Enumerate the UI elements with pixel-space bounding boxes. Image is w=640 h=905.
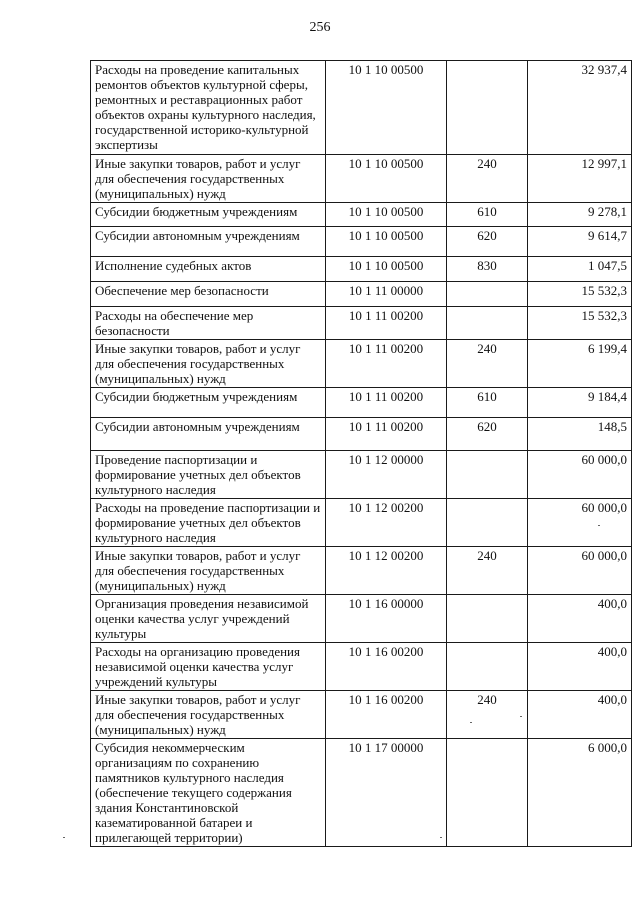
- row-code-cell: 10 1 11 00200: [326, 418, 447, 451]
- row-amount-cell: 400,0: [528, 595, 632, 643]
- row-code-cell: 10 1 11 00200: [326, 340, 447, 388]
- table-row: [91, 547, 632, 595]
- row-amount-cell: 400,0: [528, 691, 632, 739]
- row-name-cell: Исполнение судебных актов: [91, 257, 326, 282]
- row-name-cell: Расходы на организацию проведения независимой оценки качества услуг учреждений культуры: [91, 643, 326, 691]
- row-amount-cell: 400,0: [528, 643, 632, 691]
- row-code-cell: 10 1 10 00500: [326, 203, 447, 227]
- row-name-cell: Расходы на проведение паспортизации и формирование учетных дел объектов культурного наследия: [91, 499, 326, 547]
- row-amount-cell: 60 000,0: [528, 451, 632, 499]
- row-amount-cell: 32 937,4: [528, 61, 632, 155]
- table-row: [91, 61, 632, 155]
- row-code-cell: 10 1 12 00200: [326, 499, 447, 547]
- budget-table: [90, 60, 632, 847]
- row-amount-cell: 9 184,4: [528, 388, 632, 418]
- row-name-cell: Проведение паспортизации и формирование учетных дел объектов культурного наследия: [91, 451, 326, 499]
- table-row: [91, 643, 632, 691]
- row-type-cell: 610: [447, 388, 528, 418]
- budget-table-body: [91, 61, 632, 847]
- row-code-cell: 10 1 16 00200: [326, 691, 447, 739]
- row-type-cell: 620: [447, 227, 528, 257]
- row-name-cell: Иные закупки товаров, работ и услуг для обеспечения государственных (муниципальных) нужд: [91, 155, 326, 203]
- row-code-cell: 10 1 16 00200: [326, 643, 447, 691]
- row-name-cell: Организация проведения независимой оценки качества услуг учреждений культуры: [91, 595, 326, 643]
- row-type-cell: 830: [447, 257, 528, 282]
- row-amount-cell: 9 614,7: [528, 227, 632, 257]
- row-code-cell: 10 1 12 00000: [326, 451, 447, 499]
- row-amount-cell: 12 997,1: [528, 155, 632, 203]
- row-amount-cell: 60 000,0: [528, 499, 632, 547]
- table-row: [91, 418, 632, 451]
- row-type-cell: 240: [447, 691, 528, 739]
- row-type-cell: [447, 739, 528, 847]
- row-type-cell: 240: [447, 155, 528, 203]
- row-amount-cell: 9 278,1: [528, 203, 632, 227]
- table-row: [91, 340, 632, 388]
- row-type-cell: [447, 499, 528, 547]
- table-row: [91, 282, 632, 307]
- row-code-cell: 10 1 16 00000: [326, 595, 447, 643]
- table-row: [91, 307, 632, 340]
- row-code-cell: 10 1 11 00200: [326, 388, 447, 418]
- table-row: [91, 499, 632, 547]
- scan-speck: [440, 837, 442, 838]
- row-name-cell: Расходы на проведение капитальных ремонтов объектов культурной сферы, ремонтных и реставрационных работ объектов охраны культурного наследия, государственной историко-культурной экспертизы: [91, 61, 326, 155]
- table-row: [91, 595, 632, 643]
- page-number: 256: [309, 20, 331, 35]
- row-type-cell: [447, 643, 528, 691]
- row-code-cell: 10 1 17 00000: [326, 739, 447, 847]
- table-row: [91, 203, 632, 227]
- row-name-cell: Расходы на обеспечение мер безопасности: [91, 307, 326, 340]
- row-code-cell: 10 1 10 00500: [326, 257, 447, 282]
- row-code-cell: 10 1 10 00500: [326, 61, 447, 155]
- row-code-cell: 10 1 11 00000: [326, 282, 447, 307]
- scan-speck: [470, 722, 472, 723]
- table-row: [91, 451, 632, 499]
- table-row: [91, 155, 632, 203]
- row-name-cell: Субсидии бюджетным учреждениям: [91, 203, 326, 227]
- row-amount-cell: 6 000,0: [528, 739, 632, 847]
- row-type-cell: 240: [447, 340, 528, 388]
- row-code-cell: 10 1 10 00500: [326, 155, 447, 203]
- scan-speck: [63, 837, 65, 838]
- row-name-cell: Иные закупки товаров, работ и услуг для обеспечения государственных (муниципальных) нужд: [91, 691, 326, 739]
- row-type-cell: [447, 595, 528, 643]
- row-amount-cell: 15 532,3: [528, 282, 632, 307]
- row-type-cell: 610: [447, 203, 528, 227]
- scan-speck: [520, 716, 522, 717]
- row-amount-cell: 15 532,3: [528, 307, 632, 340]
- row-name-cell: Субсидия некоммерческим организациям по сохранению памятников культурного наследия (обеспечение текущего содержания здания Константиновской казематированной батареи и прилегающей территории): [91, 739, 326, 847]
- row-type-cell: [447, 61, 528, 155]
- row-name-cell: Обеспечение мер безопасности: [91, 282, 326, 307]
- row-amount-cell: 1 047,5: [528, 257, 632, 282]
- row-name-cell: Субсидии бюджетным учреждениям: [91, 388, 326, 418]
- table-row: [91, 227, 632, 257]
- row-type-cell: [447, 282, 528, 307]
- row-code-cell: 10 1 10 00500: [326, 227, 447, 257]
- row-name-cell: Иные закупки товаров, работ и услуг для обеспечения государственных (муниципальных) нужд: [91, 340, 326, 388]
- row-name-cell: Иные закупки товаров, работ и услуг для обеспечения государственных (муниципальных) нужд: [91, 547, 326, 595]
- row-type-cell: [447, 451, 528, 499]
- scan-speck: [598, 525, 600, 526]
- row-amount-cell: 148,5: [528, 418, 632, 451]
- table-row: [91, 691, 632, 739]
- table-row: [91, 257, 632, 282]
- row-name-cell: Субсидии автономным учреждениям: [91, 227, 326, 257]
- row-type-cell: 240: [447, 547, 528, 595]
- row-code-cell: 10 1 12 00200: [326, 547, 447, 595]
- row-type-cell: [447, 307, 528, 340]
- row-amount-cell: 60 000,0: [528, 547, 632, 595]
- table-row: [91, 388, 632, 418]
- row-type-cell: 620: [447, 418, 528, 451]
- row-code-cell: 10 1 11 00200: [326, 307, 447, 340]
- row-amount-cell: 6 199,4: [528, 340, 632, 388]
- row-name-cell: Субсидии автономным учреждениям: [91, 418, 326, 451]
- table-row: [91, 739, 632, 847]
